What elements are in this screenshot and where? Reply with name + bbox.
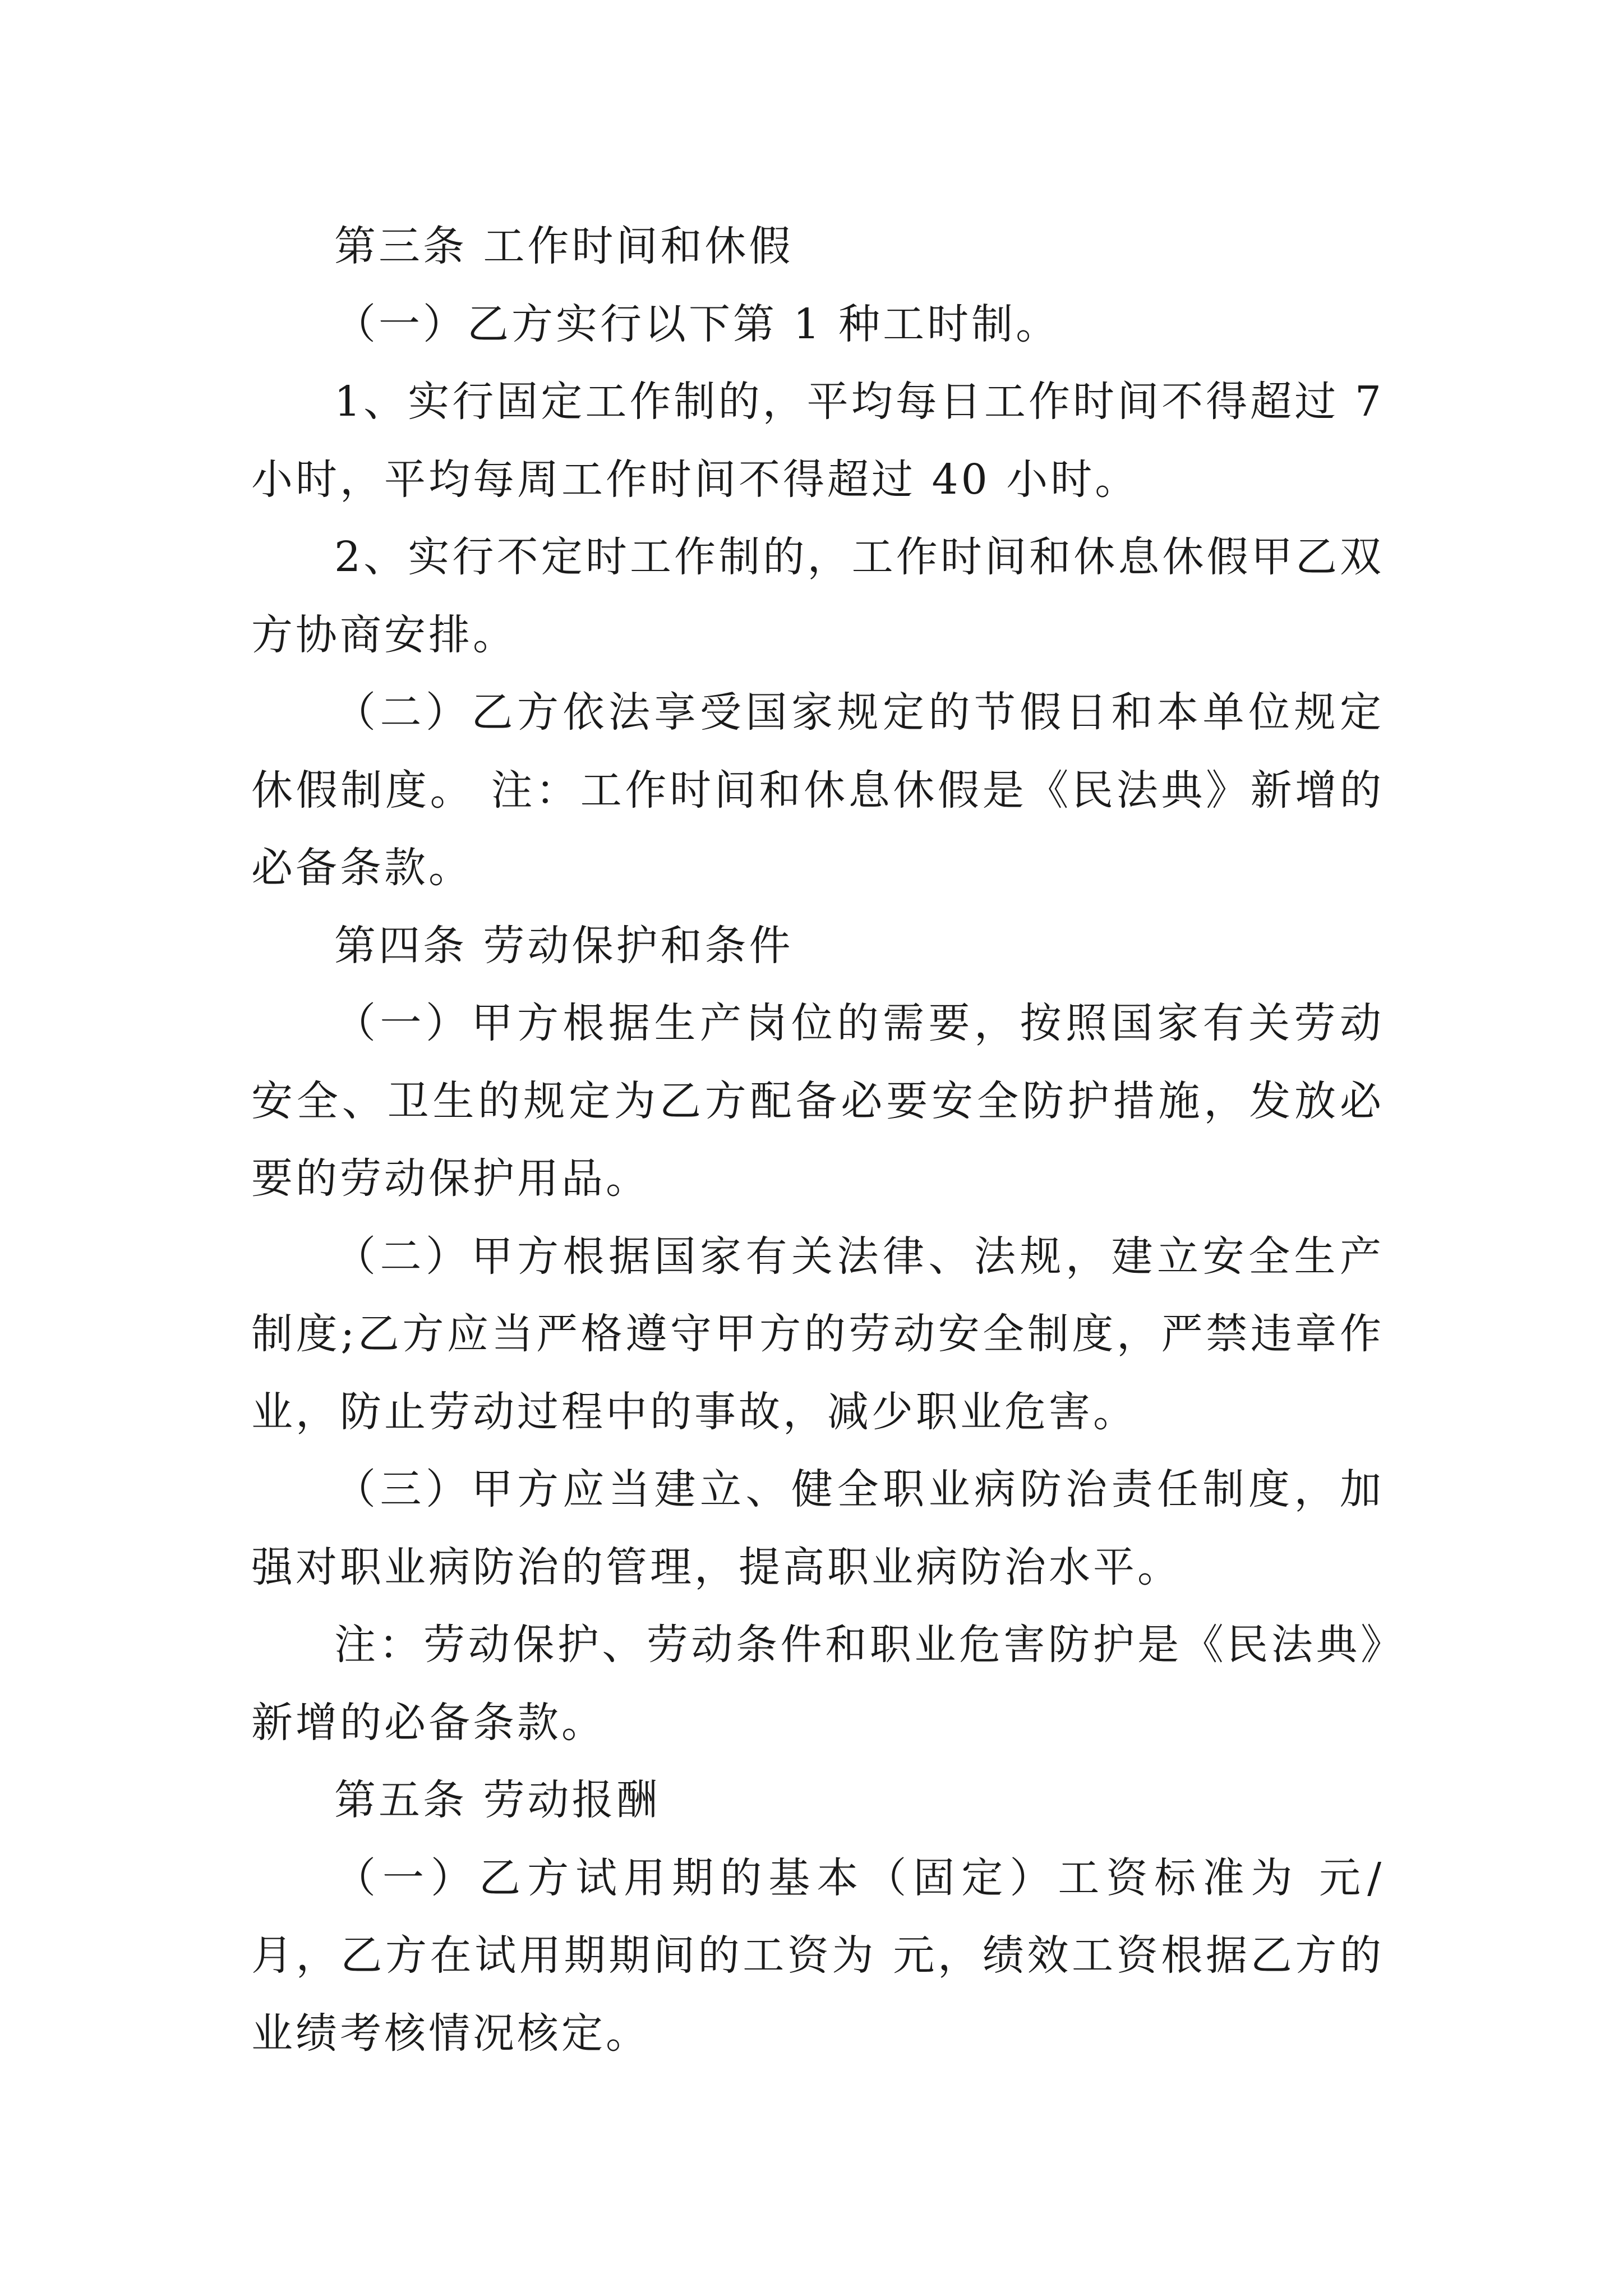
article-4-clause-3: （三）甲方应当建立、健全职业病防治责任制度，加强对职业病防治的管理，提高职业病防治水平。 bbox=[251, 1465, 1384, 1591]
article-5-clause-1: （一）乙方试用期的基本（固定）工资标准为 元/月，乙方在试用期期间的工资为 元，绩效工资根据乙方的业绩考核情况核定。 bbox=[251, 1853, 1384, 2058]
article-4-clause-2: （二）甲方根据国家有关法律、法规，建立安全生产制度;乙方应当严格遵守甲方的劳动安全制度，严禁违章作业，防止劳动过程中的事故，减少职业危害。 bbox=[251, 1232, 1384, 1436]
article-3-clause-2: （二）乙方依法享受国家规定的节假日和本单位规定休假制度。 注：工作时间和休息休假是《民法典》新增的必备条款。 bbox=[251, 688, 1384, 892]
document-body bbox=[251, 208, 1384, 2072]
article-4-heading: 第四条 劳动保护和条件 bbox=[334, 921, 794, 970]
article-3-clause-1: （一）乙方实行以下第 1 种工时制。 bbox=[334, 300, 1061, 348]
article-3-heading: 第三条 工作时间和休假 bbox=[334, 222, 794, 270]
article-3-item-2: 2、实行不定时工作制的，工作时间和休息休假甲乙双方协商安排。 bbox=[251, 533, 1384, 659]
article-5-heading: 第五条 劳动报酬 bbox=[334, 1776, 661, 1824]
article-4-note: 注：劳动保护、劳动条件和职业危害防护是《民法典》新增的必备条款。 bbox=[251, 1621, 1384, 1747]
article-4-clause-1: （一）甲方根据生产岗位的需要，按照国家有关劳动安全、卫生的规定为乙方配备必要安全防护措施，发放必要的劳动保护用品。 bbox=[251, 999, 1384, 1203]
article-3-item-1: 1、实行固定工作制的，平均每日工作时间不得超过 7 小时，平均每周工作时间不得超过 40 小时。 bbox=[251, 378, 1384, 504]
